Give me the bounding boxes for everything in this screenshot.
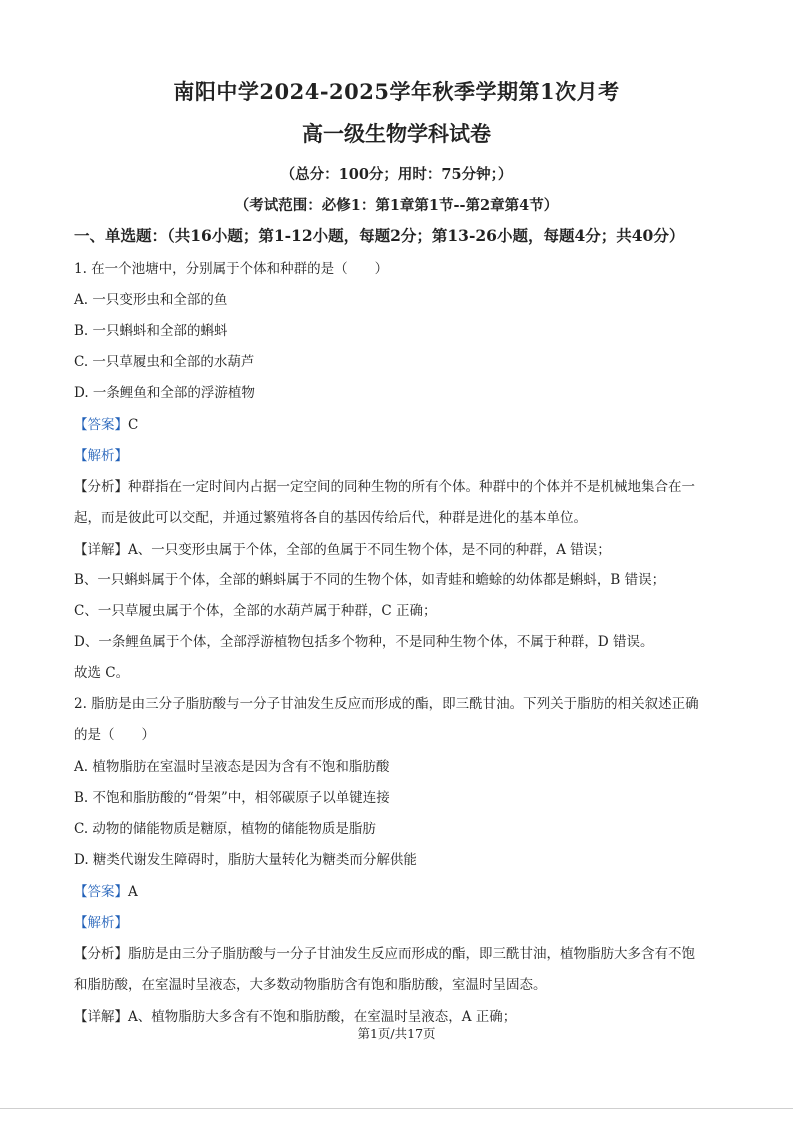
q1-answer: [74, 413, 138, 433]
scope-info: （考试范围：必修1：第1章第1节--第2章第4节）: [234, 197, 559, 214]
exam-title: 南阳中学2024-2025学年秋季学期第1次月考: [173, 79, 620, 104]
answer-tag: 【答案】: [74, 417, 128, 433]
q1-xiangjie-c: C、一只草履虫属于个体，全部的水葫芦属于种群，C 正确；: [74, 603, 437, 619]
q2-analysis-tag: [74, 911, 128, 931]
bottom-divider: [0, 1108, 793, 1109]
analysis-tag: 【解析】: [74, 915, 128, 931]
analysis-tag: 【解析】: [74, 448, 128, 464]
q1-stem: 1. 在一个池塘中，分别属于个体和种群的是（ ）: [74, 261, 389, 277]
q1-fenxi-line-1: [74, 475, 695, 495]
q1-xiangjie-b: B、一只蝌蚪属于个体，全部的蝌蚪属于不同的生物个体，如青蛙和蟾蜍的幼体都是蝌蚪，B 错误；: [74, 572, 666, 588]
q1-option-c: C. 一只草履虫和全部的水葫芦: [74, 354, 255, 370]
q2-option-c: C. 动物的储能物质是糖原，植物的储能物质是脂肪: [74, 821, 376, 837]
q2-fenxi-line-1: [74, 942, 695, 962]
q1-conclusion: 故选 C。: [74, 665, 130, 681]
q1-xiangjie-d: D、一条鲤鱼属于个体，全部浮游植物包括多个物种，不是同种生物个体，不属于种群，D 错误。: [74, 634, 654, 650]
xiangjie-tag: 【详解】: [74, 542, 128, 558]
q1-xiangjie-a: [74, 538, 611, 558]
answer-tag: 【答案】: [74, 884, 128, 900]
answer-value: C: [128, 417, 139, 433]
score-info: （总分：100分；用时：75分钟；）: [280, 166, 513, 183]
q1-analysis-tag: [74, 444, 128, 464]
q2-stem-line-2: 的是（ ）: [74, 727, 155, 743]
q2-xiangjie-a: [74, 1005, 516, 1025]
fenxi-tag: 【分析】: [74, 946, 128, 962]
q1-option-a: A. 一只变形虫和全部的鱼: [74, 292, 228, 308]
fenxi-text: 种群指在一定时间内占据一定空间的同种生物的所有个体。种群中的个体并不是机械地集合在一: [128, 479, 695, 495]
answer-value: A: [128, 884, 138, 900]
xiangjie-text: A、一只变形虫属于个体，全部的鱼属于不同生物个体，是不同的种群，A 错误；: [128, 542, 611, 558]
page-footer: 第1页/共17页: [357, 1026, 436, 1041]
q2-option-b: B. 不饱和脂肪酸的“骨架”中，相邻碳原子以单键连接: [74, 790, 390, 806]
q2-stem-line-1: 2. 脂肪是由三分子脂肪酸与一分子甘油发生反应而形成的酯，即三酰甘油。下列关于脂肪的相关叙述正确: [74, 696, 699, 712]
xiangjie-text: A、植物脂肪大多含有不饱和脂肪酸，在室温时呈液态，A 正确；: [128, 1009, 517, 1025]
fenxi-tag: 【分析】: [74, 479, 128, 495]
q1-option-d: D. 一条鲤鱼和全部的浮游植物: [74, 385, 255, 401]
q1-option-b: B. 一只蝌蚪和全部的蝌蚪: [74, 323, 228, 339]
q2-fenxi-line-2: 和脂肪酸，在室温时呈液态，大多数动物脂肪含有饱和脂肪酸，室温时呈固态。: [74, 977, 547, 993]
fenxi-text: 脂肪是由三分子脂肪酸与一分子甘油发生反应而形成的酯，即三酰甘油，植物脂肪大多含有不饱: [128, 946, 695, 962]
q2-option-a: A. 植物脂肪在室温时呈液态是因为含有不饱和脂肪酸: [74, 759, 390, 775]
q2-answer: [74, 880, 138, 900]
q2-option-d: D. 糖类代谢发生障碍时，脂肪大量转化为糖类而分解供能: [74, 852, 417, 868]
xiangjie-tag: 【详解】: [74, 1009, 128, 1025]
q1-fenxi-line-2: 起，而是彼此可以交配，并通过繁殖将各自的基因传给后代，种群是进化的基本单位。: [74, 510, 587, 526]
exam-subtitle: 高一级生物学科试卷: [302, 121, 491, 146]
section-heading: 一、单选题：（共16小题；第1-12小题，每题2分；第13-26小题，每题4分；共40分）: [74, 226, 685, 245]
